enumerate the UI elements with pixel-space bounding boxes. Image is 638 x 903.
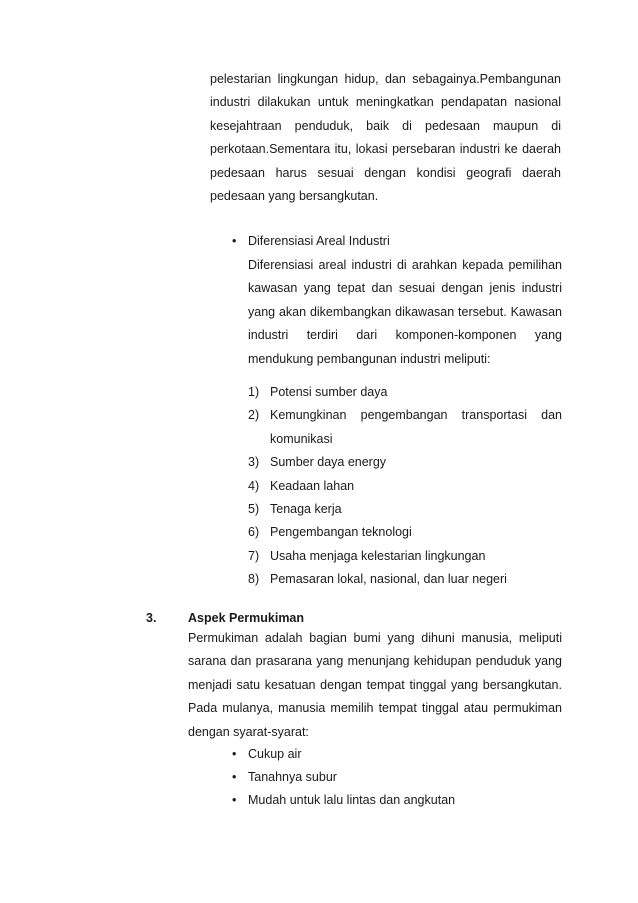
section-number: 3. — [146, 611, 157, 625]
list-item — [248, 475, 562, 498]
list-item — [248, 545, 562, 568]
paragraph-permukiman: Permukiman adalah bagian bumi yang dihuni manusia, meliputi sarana dan prasarana yang menunjang kehidupan penduduk yang menjadi satu kesatuan dengan tempat tinggal yang bersangkutan. Pada mulanya, manusia memilih tempat tinggal atau permukiman dengan syarat-syarat: — [188, 631, 562, 739]
list-text: Sumber daya energy — [270, 455, 387, 470]
bullet-list-permukiman — [232, 743, 562, 812]
numbered-list — [248, 381, 562, 592]
list-item — [248, 498, 562, 521]
bullet-text: Tanahnya subur — [248, 770, 337, 784]
list-item — [232, 766, 562, 789]
bullet-text: Mudah untuk lalu lintas dan angkutan — [248, 793, 456, 807]
list-text: Tenaga kerja — [270, 502, 342, 517]
bullet-diferensiasi — [232, 230, 562, 253]
bullet-icon: • — [232, 747, 237, 761]
list-item — [248, 404, 562, 451]
list-item — [232, 743, 562, 766]
list-text: Potensi sumber daya — [270, 385, 388, 399]
list-text: Keadaan lahan — [270, 478, 355, 493]
list-text: Kemungkinan pengembangan transportasi dan komunikasi — [270, 408, 562, 446]
paragraph-diferensiasi: Diferensiasi areal industri di arahkan kepada pemilihan kawasan yang tepat dan sesuai dengan jenis industri yang akan dikembangkan dikawasan tersebut. Kawasan industri terdiri dari komponen-komponen yang mendukung pembangunan industri meliputi: — [248, 258, 562, 366]
section-title: Aspek Permukiman — [188, 611, 305, 625]
list-number: 3) — [248, 455, 260, 470]
list-text: Usaha menjaga kelestarian lingkungan — [270, 548, 486, 563]
list-number: 7) — [248, 548, 260, 563]
bullet-icon: • — [232, 234, 237, 248]
bullet-icon: • — [232, 793, 237, 807]
list-item — [248, 521, 562, 544]
list-item — [248, 381, 562, 404]
list-item — [232, 789, 562, 812]
list-text: Pemasaran lokal, nasional, dan luar negeri — [270, 572, 507, 587]
bullet-icon: • — [232, 770, 237, 784]
paragraph-intro: pelestarian lingkungan hidup, dan sebagainya.Pembangunan industri dilakukan untuk meningkatkan pendapatan nasional kesejahtraan penduduk, baik di pedesaan maupun di perkotaan.Sementara itu, lokasi persebaran industri ke daerah pedesaan harus sesuai dengan kondisi geografi daerah pedesaan yang bersangkutan. — [210, 72, 561, 204]
list-number: 6) — [248, 525, 260, 540]
list-text: Pengembangan teknologi — [270, 525, 412, 540]
list-number: 1) — [248, 385, 260, 399]
bullet-text: Cukup air — [248, 747, 302, 761]
list-number: 4) — [248, 478, 260, 493]
list-item — [232, 230, 562, 253]
list-number: 5) — [248, 502, 260, 517]
bullet-heading: Diferensiasi Areal Industri — [248, 234, 390, 248]
list-item — [248, 568, 562, 591]
list-item — [248, 451, 562, 474]
list-number: 2) — [248, 408, 260, 423]
list-number: 8) — [248, 572, 260, 587]
